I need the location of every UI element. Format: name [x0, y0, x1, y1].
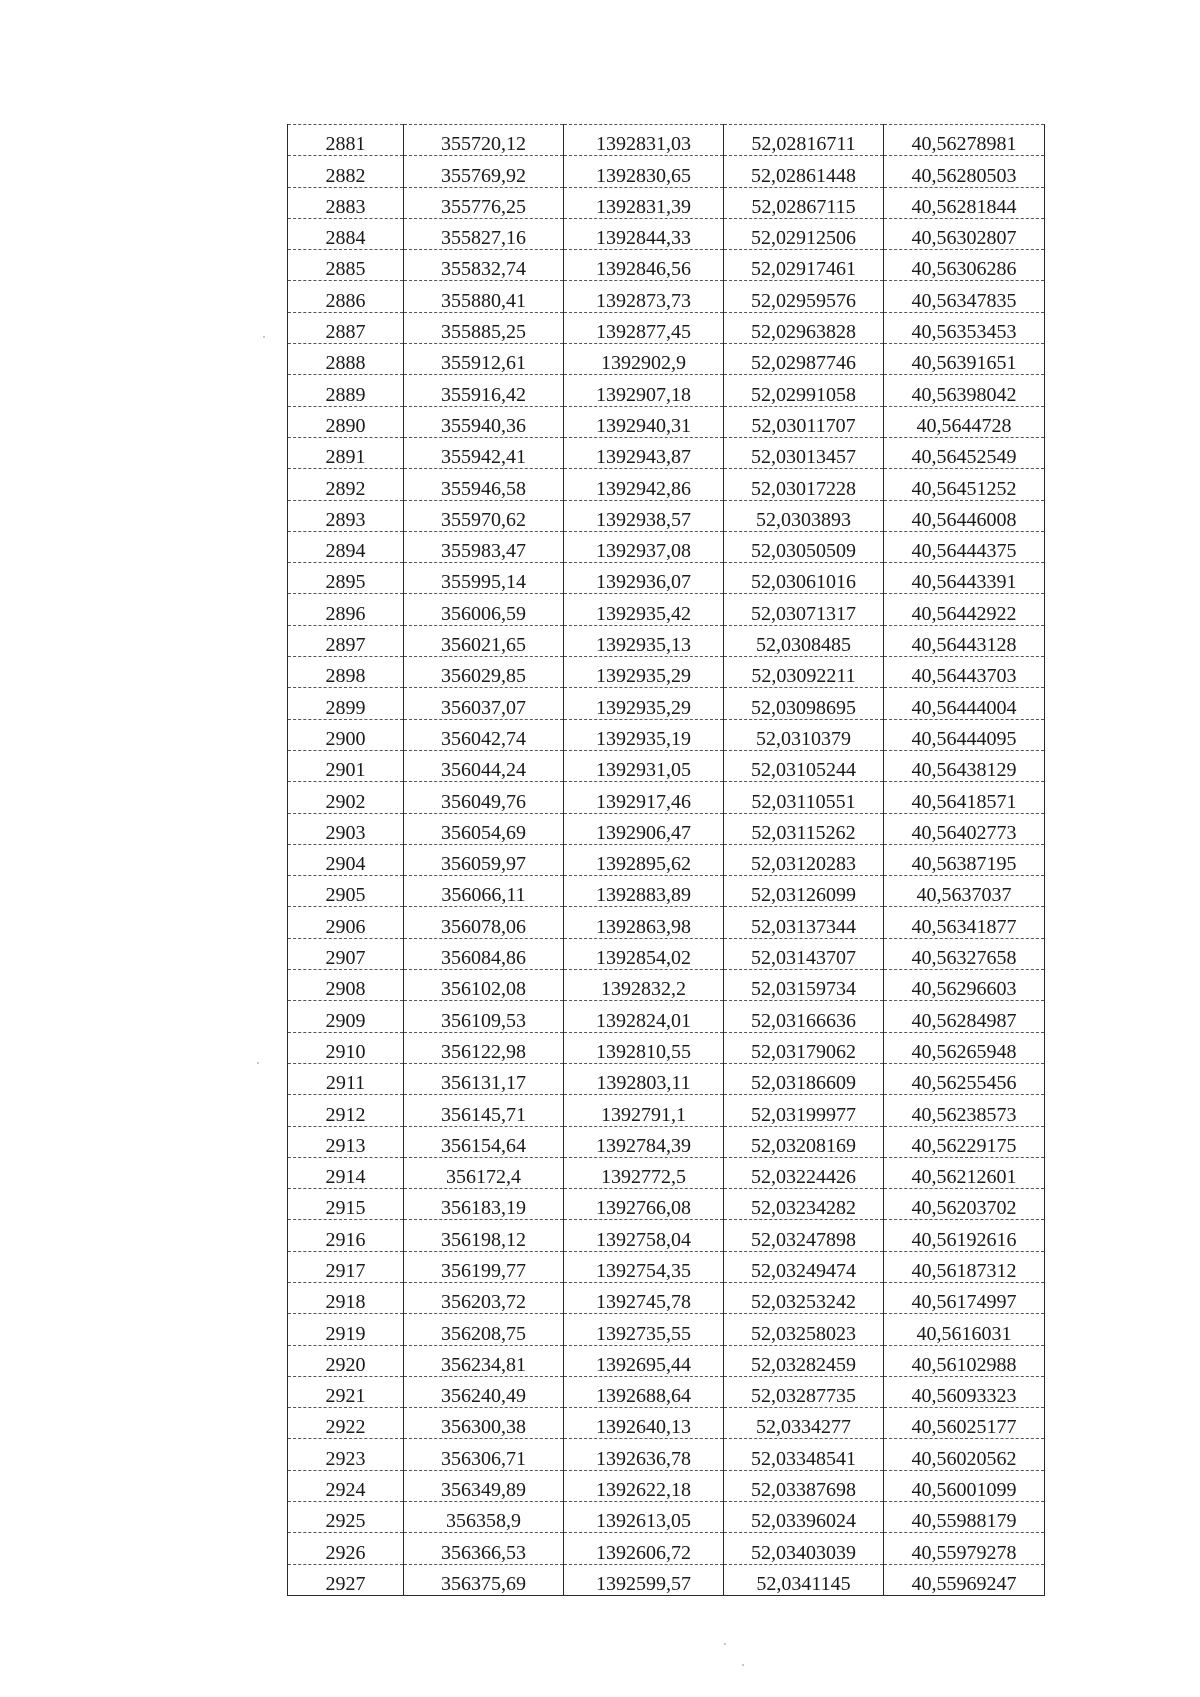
table-row [288, 970, 1045, 1001]
latitude-cell: 52,03247898 [724, 1220, 884, 1251]
point-number-cell: 2924 [288, 1470, 404, 1501]
latitude-cell: 52,03011707 [724, 406, 884, 437]
point-number-cell: 2904 [288, 844, 404, 875]
latitude-cell: 52,0341145 [724, 1564, 884, 1595]
point-number-cell: 2905 [288, 876, 404, 907]
table-row [288, 1032, 1045, 1063]
table-row [288, 437, 1045, 468]
point-number-cell: 2917 [288, 1251, 404, 1282]
table-row [288, 844, 1045, 875]
x-coordinate-cell: 356183,19 [404, 1189, 564, 1220]
point-number-cell: 2891 [288, 437, 404, 468]
x-coordinate-cell: 355776,25 [404, 187, 564, 218]
y-coordinate-cell: 1392695,44 [564, 1345, 724, 1376]
latitude-cell: 52,03387698 [724, 1470, 884, 1501]
longitude-cell: 40,56451252 [884, 469, 1045, 500]
y-coordinate-cell: 1392613,05 [564, 1502, 724, 1533]
y-coordinate-cell: 1392942,86 [564, 469, 724, 500]
table-row [288, 750, 1045, 781]
table-row [288, 1189, 1045, 1220]
point-number-cell: 2927 [288, 1564, 404, 1595]
longitude-cell: 40,56020562 [884, 1439, 1045, 1470]
x-coordinate-cell: 356234,81 [404, 1345, 564, 1376]
latitude-cell: 52,03234282 [724, 1189, 884, 1220]
y-coordinate-cell: 1392906,47 [564, 813, 724, 844]
point-number-cell: 2895 [288, 563, 404, 594]
point-number-cell: 2881 [288, 125, 404, 156]
longitude-cell: 40,5637037 [884, 876, 1045, 907]
point-number-cell: 2906 [288, 907, 404, 938]
point-number-cell: 2911 [288, 1063, 404, 1094]
table-row [288, 907, 1045, 938]
table-row [288, 1314, 1045, 1345]
table-row [288, 250, 1045, 281]
point-number-cell: 2901 [288, 750, 404, 781]
point-number-cell: 2887 [288, 312, 404, 343]
x-coordinate-cell: 356037,07 [404, 688, 564, 719]
longitude-cell: 40,56353453 [884, 312, 1045, 343]
latitude-cell: 52,02816711 [724, 125, 884, 156]
latitude-cell: 52,03199977 [724, 1095, 884, 1126]
y-coordinate-cell: 1392803,11 [564, 1063, 724, 1094]
point-number-cell: 2914 [288, 1157, 404, 1188]
point-number-cell: 2902 [288, 782, 404, 813]
longitude-cell: 40,56327658 [884, 938, 1045, 969]
longitude-cell: 40,56452549 [884, 437, 1045, 468]
y-coordinate-cell: 1392935,29 [564, 688, 724, 719]
table-row [288, 187, 1045, 218]
longitude-cell: 40,56238573 [884, 1095, 1045, 1126]
latitude-cell: 52,03179062 [724, 1032, 884, 1063]
y-coordinate-cell: 1392831,03 [564, 125, 724, 156]
table-row [288, 1282, 1045, 1313]
x-coordinate-cell: 356042,74 [404, 719, 564, 750]
scan-speck [742, 1664, 744, 1666]
latitude-cell: 52,03186609 [724, 1063, 884, 1094]
y-coordinate-cell: 1392938,57 [564, 500, 724, 531]
latitude-cell: 52,02867115 [724, 187, 884, 218]
longitude-cell: 40,56402773 [884, 813, 1045, 844]
table-row [288, 281, 1045, 312]
longitude-cell: 40,56192616 [884, 1220, 1045, 1251]
x-coordinate-cell: 355983,47 [404, 531, 564, 562]
longitude-cell: 40,55979278 [884, 1533, 1045, 1564]
point-number-cell: 2883 [288, 187, 404, 218]
latitude-cell: 52,02912506 [724, 218, 884, 249]
latitude-cell: 52,03126099 [724, 876, 884, 907]
x-coordinate-cell: 356208,75 [404, 1314, 564, 1345]
x-coordinate-cell: 356203,72 [404, 1282, 564, 1313]
table-row [288, 657, 1045, 688]
x-coordinate-cell: 356306,71 [404, 1439, 564, 1470]
latitude-cell: 52,03013457 [724, 437, 884, 468]
x-coordinate-cell: 355995,14 [404, 563, 564, 594]
y-coordinate-cell: 1392766,08 [564, 1189, 724, 1220]
table-row [288, 688, 1045, 719]
y-coordinate-cell: 1392873,73 [564, 281, 724, 312]
latitude-cell: 52,03120283 [724, 844, 884, 875]
longitude-cell: 40,56281844 [884, 187, 1045, 218]
table-row [288, 1220, 1045, 1251]
table-row [288, 1533, 1045, 1564]
y-coordinate-cell: 1392937,08 [564, 531, 724, 562]
latitude-cell: 52,03224426 [724, 1157, 884, 1188]
longitude-cell: 40,56443391 [884, 563, 1045, 594]
latitude-cell: 52,0310379 [724, 719, 884, 750]
point-number-cell: 2920 [288, 1345, 404, 1376]
latitude-cell: 52,02991058 [724, 375, 884, 406]
longitude-cell: 40,56443128 [884, 625, 1045, 656]
y-coordinate-cell: 1392636,78 [564, 1439, 724, 1470]
table-row [288, 312, 1045, 343]
y-coordinate-cell: 1392824,01 [564, 1001, 724, 1032]
table-row [288, 938, 1045, 969]
latitude-cell: 52,0303893 [724, 500, 884, 531]
longitude-cell: 40,56387195 [884, 844, 1045, 875]
latitude-cell: 52,03287735 [724, 1376, 884, 1407]
table-row [288, 1345, 1045, 1376]
longitude-cell: 40,56296603 [884, 970, 1045, 1001]
x-coordinate-cell: 355769,92 [404, 156, 564, 187]
latitude-cell: 52,03348541 [724, 1439, 884, 1470]
longitude-cell: 40,56444004 [884, 688, 1045, 719]
x-coordinate-cell: 356240,49 [404, 1376, 564, 1407]
point-number-cell: 2912 [288, 1095, 404, 1126]
longitude-cell: 40,5644728 [884, 406, 1045, 437]
y-coordinate-cell: 1392745,78 [564, 1282, 724, 1313]
y-coordinate-cell: 1392917,46 [564, 782, 724, 813]
latitude-cell: 52,03137344 [724, 907, 884, 938]
y-coordinate-cell: 1392846,56 [564, 250, 724, 281]
y-coordinate-cell: 1392844,33 [564, 218, 724, 249]
table-row [288, 1157, 1045, 1188]
point-number-cell: 2898 [288, 657, 404, 688]
longitude-cell: 40,56255456 [884, 1063, 1045, 1094]
x-coordinate-cell: 355912,61 [404, 344, 564, 375]
x-coordinate-cell: 355885,25 [404, 312, 564, 343]
table-row [288, 1408, 1045, 1439]
y-coordinate-cell: 1392599,57 [564, 1564, 724, 1595]
y-coordinate-cell: 1392854,02 [564, 938, 724, 969]
longitude-cell: 40,56341877 [884, 907, 1045, 938]
table-row [288, 344, 1045, 375]
table-row [288, 500, 1045, 531]
y-coordinate-cell: 1392895,62 [564, 844, 724, 875]
point-number-cell: 2918 [288, 1282, 404, 1313]
longitude-cell: 40,56102988 [884, 1345, 1045, 1376]
table-row [288, 1126, 1045, 1157]
table-row [288, 625, 1045, 656]
latitude-cell: 52,02963828 [724, 312, 884, 343]
y-coordinate-cell: 1392606,72 [564, 1533, 724, 1564]
table-row [288, 531, 1045, 562]
table-row [288, 719, 1045, 750]
y-coordinate-cell: 1392907,18 [564, 375, 724, 406]
point-number-cell: 2899 [288, 688, 404, 719]
x-coordinate-cell: 356145,71 [404, 1095, 564, 1126]
longitude-cell: 40,56398042 [884, 375, 1045, 406]
y-coordinate-cell: 1392791,1 [564, 1095, 724, 1126]
latitude-cell: 52,03110551 [724, 782, 884, 813]
point-number-cell: 2884 [288, 218, 404, 249]
point-number-cell: 2916 [288, 1220, 404, 1251]
longitude-cell: 40,56306286 [884, 250, 1045, 281]
y-coordinate-cell: 1392877,45 [564, 312, 724, 343]
x-coordinate-cell: 356006,59 [404, 594, 564, 625]
y-coordinate-cell: 1392863,98 [564, 907, 724, 938]
y-coordinate-cell: 1392772,5 [564, 1157, 724, 1188]
y-coordinate-cell: 1392943,87 [564, 437, 724, 468]
latitude-cell: 52,03017228 [724, 469, 884, 500]
point-number-cell: 2922 [288, 1408, 404, 1439]
x-coordinate-cell: 356349,89 [404, 1470, 564, 1501]
point-number-cell: 2908 [288, 970, 404, 1001]
latitude-cell: 52,03143707 [724, 938, 884, 969]
table-row [288, 1001, 1045, 1032]
y-coordinate-cell: 1392936,07 [564, 563, 724, 594]
x-coordinate-cell: 356358,9 [404, 1502, 564, 1533]
table-row [288, 1376, 1045, 1407]
point-number-cell: 2888 [288, 344, 404, 375]
latitude-cell: 52,03071317 [724, 594, 884, 625]
y-coordinate-cell: 1392935,42 [564, 594, 724, 625]
longitude-cell: 40,56001099 [884, 1470, 1045, 1501]
latitude-cell: 52,03050509 [724, 531, 884, 562]
x-coordinate-cell: 355946,58 [404, 469, 564, 500]
y-coordinate-cell: 1392735,55 [564, 1314, 724, 1345]
longitude-cell: 40,56446008 [884, 500, 1045, 531]
x-coordinate-cell: 356122,98 [404, 1032, 564, 1063]
y-coordinate-cell: 1392935,13 [564, 625, 724, 656]
x-coordinate-cell: 355916,42 [404, 375, 564, 406]
point-number-cell: 2915 [288, 1189, 404, 1220]
point-number-cell: 2893 [288, 500, 404, 531]
table-row [288, 1439, 1045, 1470]
x-coordinate-cell: 355827,16 [404, 218, 564, 249]
table-row [288, 218, 1045, 249]
latitude-cell: 52,02861448 [724, 156, 884, 187]
y-coordinate-cell: 1392758,04 [564, 1220, 724, 1251]
x-coordinate-cell: 356084,86 [404, 938, 564, 969]
latitude-cell: 52,0308485 [724, 625, 884, 656]
latitude-cell: 52,03105244 [724, 750, 884, 781]
table-row [288, 406, 1045, 437]
point-number-cell: 2885 [288, 250, 404, 281]
latitude-cell: 52,03253242 [724, 1282, 884, 1313]
table-row [288, 1470, 1045, 1501]
point-number-cell: 2923 [288, 1439, 404, 1470]
scan-speck [257, 1062, 259, 1064]
point-number-cell: 2900 [288, 719, 404, 750]
longitude-cell: 40,56418571 [884, 782, 1045, 813]
x-coordinate-cell: 356366,53 [404, 1533, 564, 1564]
latitude-cell: 52,03249474 [724, 1251, 884, 1282]
point-number-cell: 2921 [288, 1376, 404, 1407]
y-coordinate-cell: 1392831,39 [564, 187, 724, 218]
latitude-cell: 52,03115262 [724, 813, 884, 844]
longitude-cell: 40,56347835 [884, 281, 1045, 312]
longitude-cell: 40,56444375 [884, 531, 1045, 562]
longitude-cell: 40,55969247 [884, 1564, 1045, 1595]
y-coordinate-cell: 1392688,64 [564, 1376, 724, 1407]
table-row [288, 1564, 1045, 1595]
point-number-cell: 2909 [288, 1001, 404, 1032]
point-number-cell: 2910 [288, 1032, 404, 1063]
point-number-cell: 2882 [288, 156, 404, 187]
x-coordinate-cell: 356054,69 [404, 813, 564, 844]
point-number-cell: 2897 [288, 625, 404, 656]
point-number-cell: 2907 [288, 938, 404, 969]
latitude-cell: 52,02959576 [724, 281, 884, 312]
x-coordinate-cell: 356066,11 [404, 876, 564, 907]
table-row [288, 876, 1045, 907]
y-coordinate-cell: 1392830,65 [564, 156, 724, 187]
x-coordinate-cell: 356131,17 [404, 1063, 564, 1094]
x-coordinate-cell: 356078,06 [404, 907, 564, 938]
latitude-cell: 52,02917461 [724, 250, 884, 281]
x-coordinate-cell: 356198,12 [404, 1220, 564, 1251]
latitude-cell: 52,03258023 [724, 1314, 884, 1345]
point-number-cell: 2886 [288, 281, 404, 312]
point-number-cell: 2889 [288, 375, 404, 406]
longitude-cell: 40,56443703 [884, 657, 1045, 688]
longitude-cell: 40,56212601 [884, 1157, 1045, 1188]
y-coordinate-cell: 1392935,19 [564, 719, 724, 750]
x-coordinate-cell: 356199,77 [404, 1251, 564, 1282]
point-number-cell: 2892 [288, 469, 404, 500]
x-coordinate-cell: 356300,38 [404, 1408, 564, 1439]
latitude-cell: 52,02987746 [724, 344, 884, 375]
x-coordinate-cell: 355720,12 [404, 125, 564, 156]
longitude-cell: 40,56187312 [884, 1251, 1045, 1282]
longitude-cell: 40,56093323 [884, 1376, 1045, 1407]
table-row [288, 782, 1045, 813]
x-coordinate-cell: 355942,41 [404, 437, 564, 468]
point-number-cell: 2890 [288, 406, 404, 437]
x-coordinate-cell: 355970,62 [404, 500, 564, 531]
longitude-cell: 40,56280503 [884, 156, 1045, 187]
x-coordinate-cell: 356172,4 [404, 1157, 564, 1188]
y-coordinate-cell: 1392902,9 [564, 344, 724, 375]
latitude-cell: 52,03061016 [724, 563, 884, 594]
latitude-cell: 52,03098695 [724, 688, 884, 719]
table-row [288, 813, 1045, 844]
x-coordinate-cell: 356102,08 [404, 970, 564, 1001]
longitude-cell: 40,56265948 [884, 1032, 1045, 1063]
latitude-cell: 52,03282459 [724, 1345, 884, 1376]
longitude-cell: 40,56302807 [884, 218, 1045, 249]
longitude-cell: 40,56174997 [884, 1282, 1045, 1313]
longitude-cell: 40,56284987 [884, 1001, 1045, 1032]
longitude-cell: 40,56203702 [884, 1189, 1045, 1220]
x-coordinate-cell: 356021,65 [404, 625, 564, 656]
point-number-cell: 2926 [288, 1533, 404, 1564]
x-coordinate-cell: 356059,97 [404, 844, 564, 875]
longitude-cell: 40,56278981 [884, 125, 1045, 156]
scan-speck [263, 336, 265, 338]
x-coordinate-cell: 356375,69 [404, 1564, 564, 1595]
x-coordinate-cell: 356049,76 [404, 782, 564, 813]
y-coordinate-cell: 1392940,31 [564, 406, 724, 437]
table-row [288, 1063, 1045, 1094]
x-coordinate-cell: 356109,53 [404, 1001, 564, 1032]
longitude-cell: 40,56229175 [884, 1126, 1045, 1157]
longitude-cell: 40,56438129 [884, 750, 1045, 781]
coordinates-table [287, 124, 1045, 1596]
longitude-cell: 40,56444095 [884, 719, 1045, 750]
point-number-cell: 2896 [288, 594, 404, 625]
table-row [288, 1095, 1045, 1126]
y-coordinate-cell: 1392784,39 [564, 1126, 724, 1157]
table-row [288, 469, 1045, 500]
table-row [288, 375, 1045, 406]
y-coordinate-cell: 1392640,13 [564, 1408, 724, 1439]
latitude-cell: 52,03396024 [724, 1502, 884, 1533]
scan-speck [724, 1643, 726, 1645]
x-coordinate-cell: 356154,64 [404, 1126, 564, 1157]
table-row [288, 563, 1045, 594]
point-number-cell: 2894 [288, 531, 404, 562]
y-coordinate-cell: 1392810,55 [564, 1032, 724, 1063]
x-coordinate-cell: 355880,41 [404, 281, 564, 312]
longitude-cell: 40,56442922 [884, 594, 1045, 625]
longitude-cell: 40,56025177 [884, 1408, 1045, 1439]
table-row [288, 156, 1045, 187]
longitude-cell: 40,55988179 [884, 1502, 1045, 1533]
table-row [288, 125, 1045, 156]
y-coordinate-cell: 1392883,89 [564, 876, 724, 907]
x-coordinate-cell: 355940,36 [404, 406, 564, 437]
latitude-cell: 52,03159734 [724, 970, 884, 1001]
latitude-cell: 52,03166636 [724, 1001, 884, 1032]
latitude-cell: 52,03208169 [724, 1126, 884, 1157]
x-coordinate-cell: 355832,74 [404, 250, 564, 281]
point-number-cell: 2925 [288, 1502, 404, 1533]
y-coordinate-cell: 1392754,35 [564, 1251, 724, 1282]
latitude-cell: 52,03403039 [724, 1533, 884, 1564]
x-coordinate-cell: 356029,85 [404, 657, 564, 688]
latitude-cell: 52,0334277 [724, 1408, 884, 1439]
x-coordinate-cell: 356044,24 [404, 750, 564, 781]
point-number-cell: 2919 [288, 1314, 404, 1345]
y-coordinate-cell: 1392622,18 [564, 1470, 724, 1501]
y-coordinate-cell: 1392832,2 [564, 970, 724, 1001]
coordinates-table-body [288, 125, 1045, 1596]
y-coordinate-cell: 1392931,05 [564, 750, 724, 781]
point-number-cell: 2903 [288, 813, 404, 844]
table-row [288, 1251, 1045, 1282]
longitude-cell: 40,56391651 [884, 344, 1045, 375]
longitude-cell: 40,5616031 [884, 1314, 1045, 1345]
table-row [288, 1502, 1045, 1533]
y-coordinate-cell: 1392935,29 [564, 657, 724, 688]
table-row [288, 594, 1045, 625]
point-number-cell: 2913 [288, 1126, 404, 1157]
latitude-cell: 52,03092211 [724, 657, 884, 688]
